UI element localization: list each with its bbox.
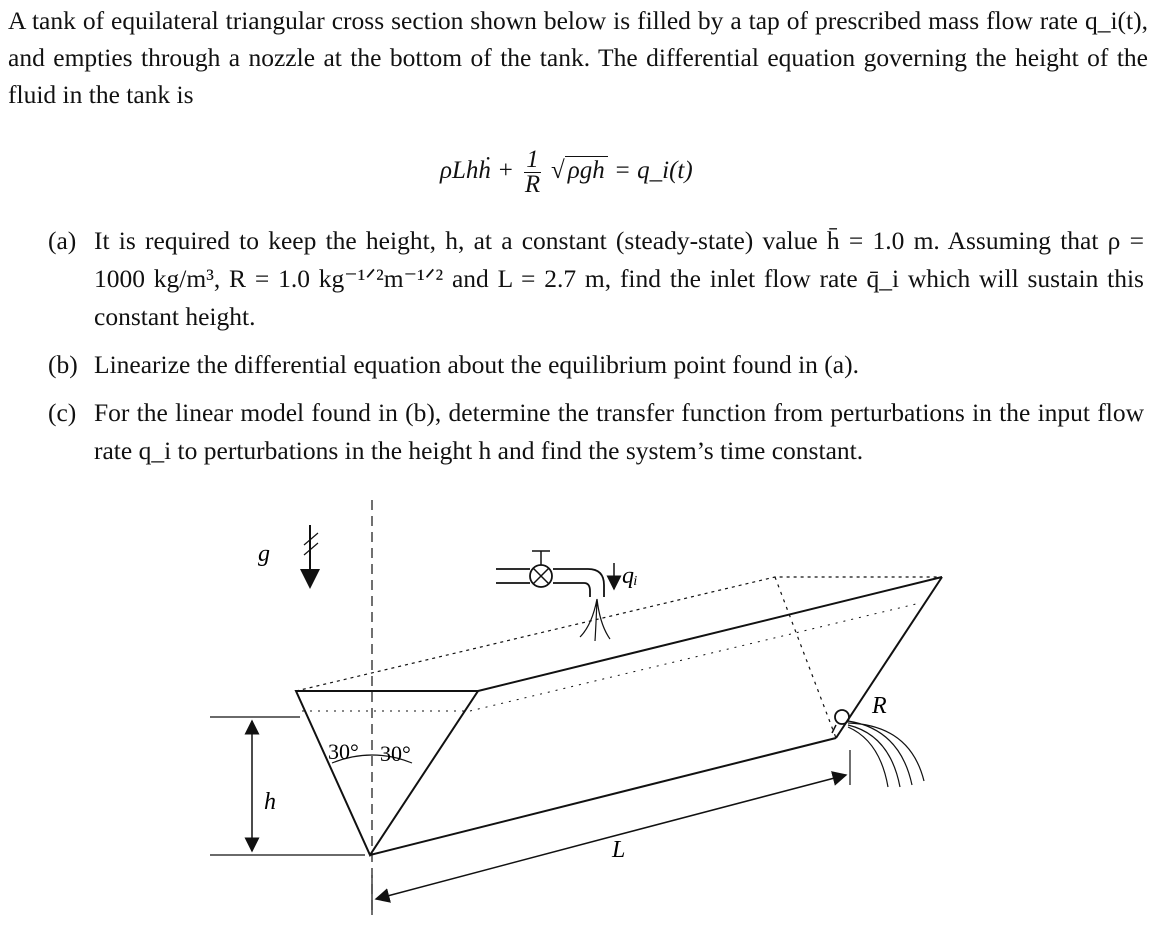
part-b xyxy=(48,346,1144,384)
sqrt-sign: √ xyxy=(551,157,565,185)
fraction-denominator: R xyxy=(524,171,541,198)
problem-intro: A tank of equilateral triangular cross section shown below is filled by a tap of prescribed mass flow rate q_i(t), and empties through a nozzle at the bottom of the tank. The differential equation governing the height of the fluid in the tank is xyxy=(8,6,1148,109)
part-a xyxy=(48,222,1144,336)
L-arrow-right xyxy=(610,775,846,837)
water-stream xyxy=(580,599,610,641)
label-g: g xyxy=(258,541,270,567)
sqrt-argument: ρgh xyxy=(565,156,608,184)
label-h: h xyxy=(264,789,276,815)
nozzle-icon xyxy=(835,710,849,724)
part-c xyxy=(48,394,1144,470)
part-label: (b) xyxy=(48,350,78,379)
part-text: For the linear model found in (b), determine the transfer function from perturbations in the input flow rate q_i to perturbations in the height h and find the system’s time constant. xyxy=(94,398,1144,465)
outflow-stream xyxy=(848,721,924,787)
label-R: R xyxy=(872,693,887,719)
angle-left-label: 30° xyxy=(328,739,359,764)
part-text: It is required to keep the height, h, at a constant (steady-state) value h̄ = 1.0 m. Assuming that ρ = 1000 kg/m³, R = 1.0 kg⁻¹ᐟ²m⁻¹ᐟ² and L = 2.7 m, find the inlet flow rate q̄_i which will sustain this constant height. xyxy=(94,226,1144,331)
angle-right-label: 30° xyxy=(380,741,411,766)
equation-term1: ρLhḣ xyxy=(440,157,491,185)
equation-rhs: = q_i(t) xyxy=(614,157,693,185)
tank-right-edge xyxy=(836,577,942,738)
label-L: L xyxy=(612,837,626,863)
part-text: Linearize the differential equation about the equilibrium point found in (a). xyxy=(94,350,859,379)
L-arrow xyxy=(376,837,610,899)
tank-top-near-edge xyxy=(296,577,942,691)
problem-parts xyxy=(48,222,1144,480)
water-surface xyxy=(302,603,920,711)
tank-diagram xyxy=(0,485,1156,935)
part-label: (c) xyxy=(48,398,77,427)
equation-fraction xyxy=(524,148,541,197)
tank-front-triangle xyxy=(296,691,478,855)
label-qi: qᵢ xyxy=(622,563,638,589)
tank-top-back-edge xyxy=(478,577,942,691)
governing-equation xyxy=(440,148,693,197)
part-label: (a) xyxy=(48,226,77,255)
equation-plus: + xyxy=(497,157,515,185)
fraction-numerator: 1 xyxy=(526,146,539,173)
tank-hidden-edge xyxy=(775,577,836,738)
